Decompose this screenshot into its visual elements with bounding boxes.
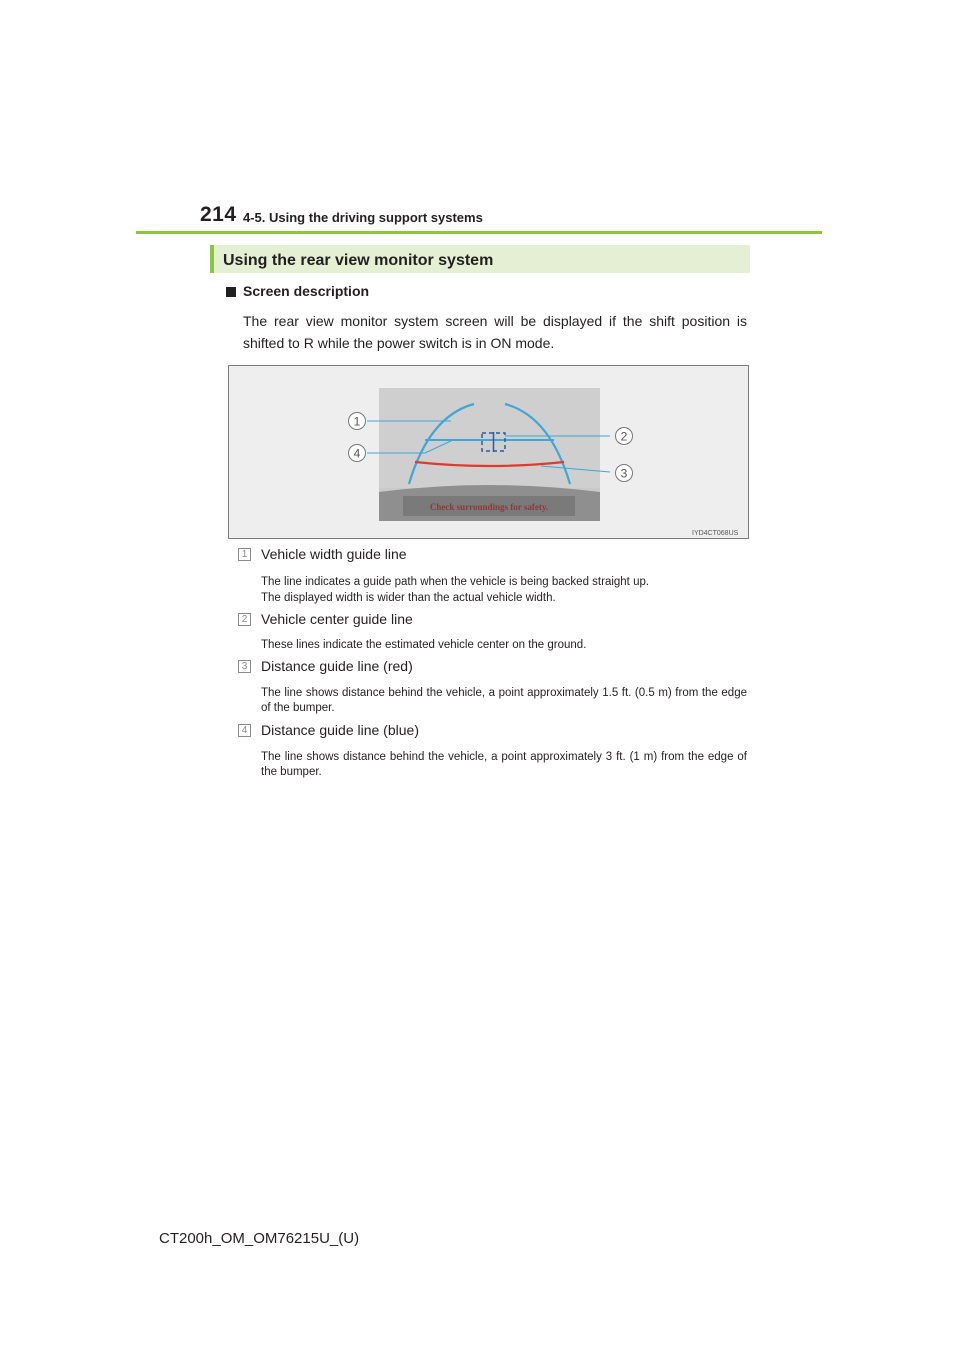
- callout-4-label: 4: [353, 446, 361, 461]
- item-1-desc-1: The line indicates a guide path when the vehicle is being backed straight up.: [261, 576, 650, 588]
- item-1-desc-2: The displayed width is wider than the actual vehicle width.: [261, 592, 556, 604]
- item-3-number: 3: [238, 660, 251, 673]
- callout-2-label: 2: [620, 429, 628, 444]
- item-2-title: Vehicle center guide line: [261, 611, 413, 627]
- screen-message: Check surroundings for safety.: [429, 502, 549, 512]
- item-3-title: Distance guide line (red): [261, 658, 413, 674]
- footer-manual-code: CT200h_OM_OM76215U_(U): [159, 1230, 360, 1247]
- page-number: 214: [200, 203, 237, 226]
- item-1-number: 1: [238, 548, 251, 561]
- callout-3-label: 3: [620, 466, 628, 481]
- callout-1-label: 1: [353, 414, 361, 429]
- square-bullet-icon: [226, 287, 236, 297]
- rear-view-monitor-figure: [228, 365, 749, 539]
- item-3-desc-1: The line shows distance behind the vehicle, a point approximately 1.5 ft. (0.5 m) from the edge of the bumper.: [261, 687, 747, 714]
- item-4-number: 4: [238, 724, 251, 737]
- item-1-title: Vehicle width guide line: [261, 546, 407, 562]
- monitor-illustration: [229, 366, 750, 540]
- figure-code: IYD4CT068US: [692, 530, 739, 537]
- section-title: Using the rear view monitor system: [223, 252, 494, 269]
- item-2-number: 2: [238, 613, 251, 626]
- subsection-heading: Screen description: [243, 283, 370, 299]
- item-4-desc-1: The line shows distance behind the vehicle, a point approximately 3 ft. (1 m) from the edge of the bumper.: [261, 751, 747, 778]
- header-section-title: 4-5. Using the driving support systems: [243, 210, 483, 225]
- header-rule: [136, 231, 822, 234]
- item-4-title: Distance guide line (blue): [261, 722, 419, 738]
- intro-paragraph: The rear view monitor system screen will be displayed if the shift position is shifted to R while the power switch is in ON mode.: [243, 313, 747, 351]
- item-2-desc-1: These lines indicate the estimated vehicle center on the ground.: [261, 639, 587, 651]
